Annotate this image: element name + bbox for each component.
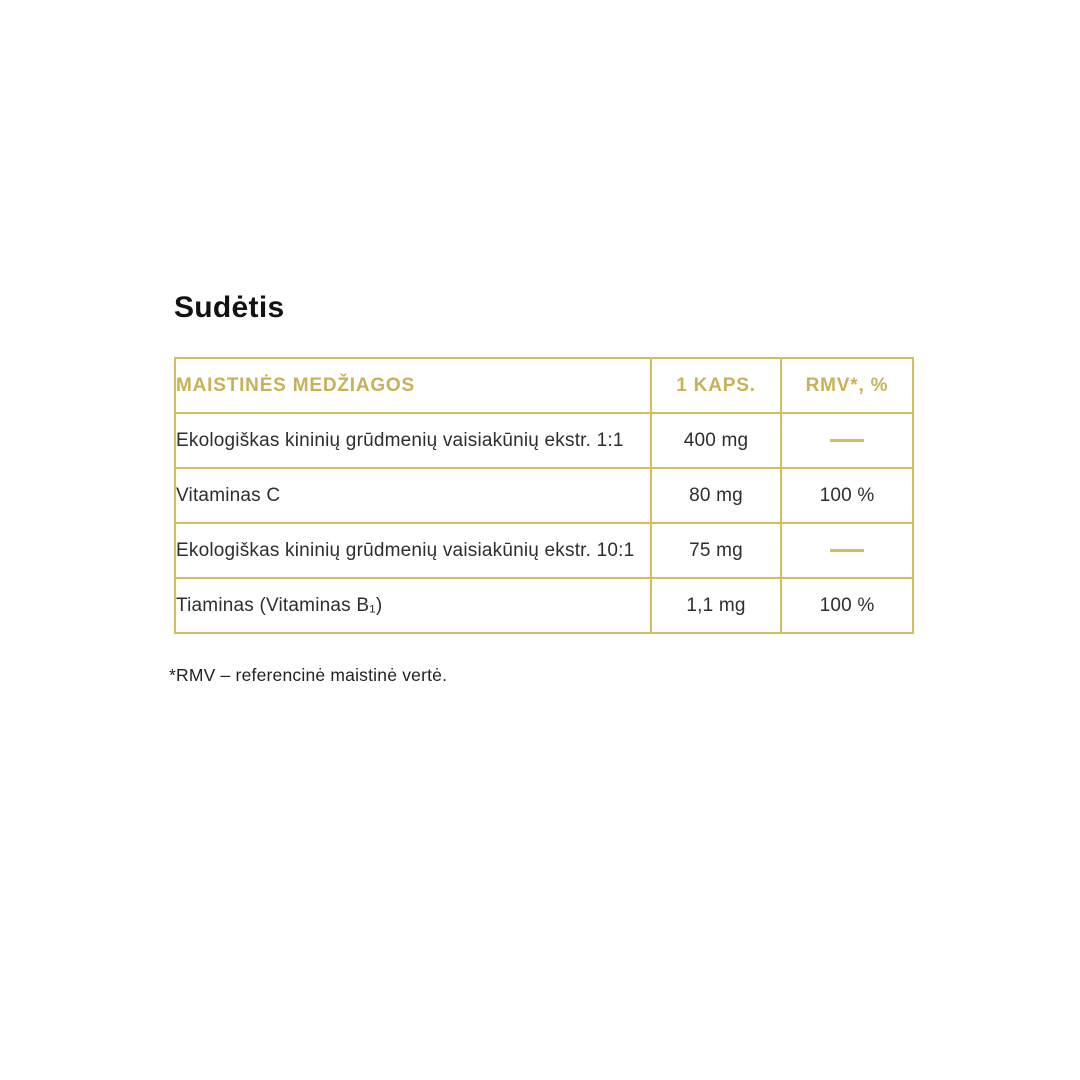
nutrient-name: Vitaminas C (175, 468, 651, 523)
column-header-rmv: RMV*, % (781, 358, 913, 413)
nutrient-rmv: 100 % (781, 578, 913, 633)
nutrient-amount: 400 mg (651, 413, 781, 468)
na-dash-icon (830, 549, 864, 552)
nutrient-amount: 75 mg (651, 523, 781, 578)
nutrient-rmv (781, 523, 913, 578)
table-row (175, 523, 913, 578)
nutrient-amount: 1,1 mg (651, 578, 781, 633)
table-header-row (175, 358, 913, 413)
column-header-per-capsule: 1 KAPS. (651, 358, 781, 413)
nutrient-amount: 80 mg (651, 468, 781, 523)
na-dash-icon (830, 439, 864, 442)
nutrient-rmv (781, 413, 913, 468)
table-row (175, 413, 913, 468)
nutrient-name: Tiaminas (Vitaminas B₁) (175, 578, 651, 633)
nutrient-rmv: 100 % (781, 468, 913, 523)
table-row (175, 468, 913, 523)
page-title: Sudėtis (174, 291, 285, 324)
rmv-footnote: *RMV – referencinė maistinė vertė. (169, 665, 448, 685)
column-header-nutrients: MAISTINĖS MEDŽIAGOS (175, 358, 651, 413)
table-row (175, 578, 913, 633)
nutrition-table (174, 357, 914, 634)
nutrient-name: Ekologiškas kininių grūdmenių vaisiakūnių ekstr. 10:1 (175, 523, 651, 578)
nutrient-name: Ekologiškas kininių grūdmenių vaisiakūnių ekstr. 1:1 (175, 413, 651, 468)
